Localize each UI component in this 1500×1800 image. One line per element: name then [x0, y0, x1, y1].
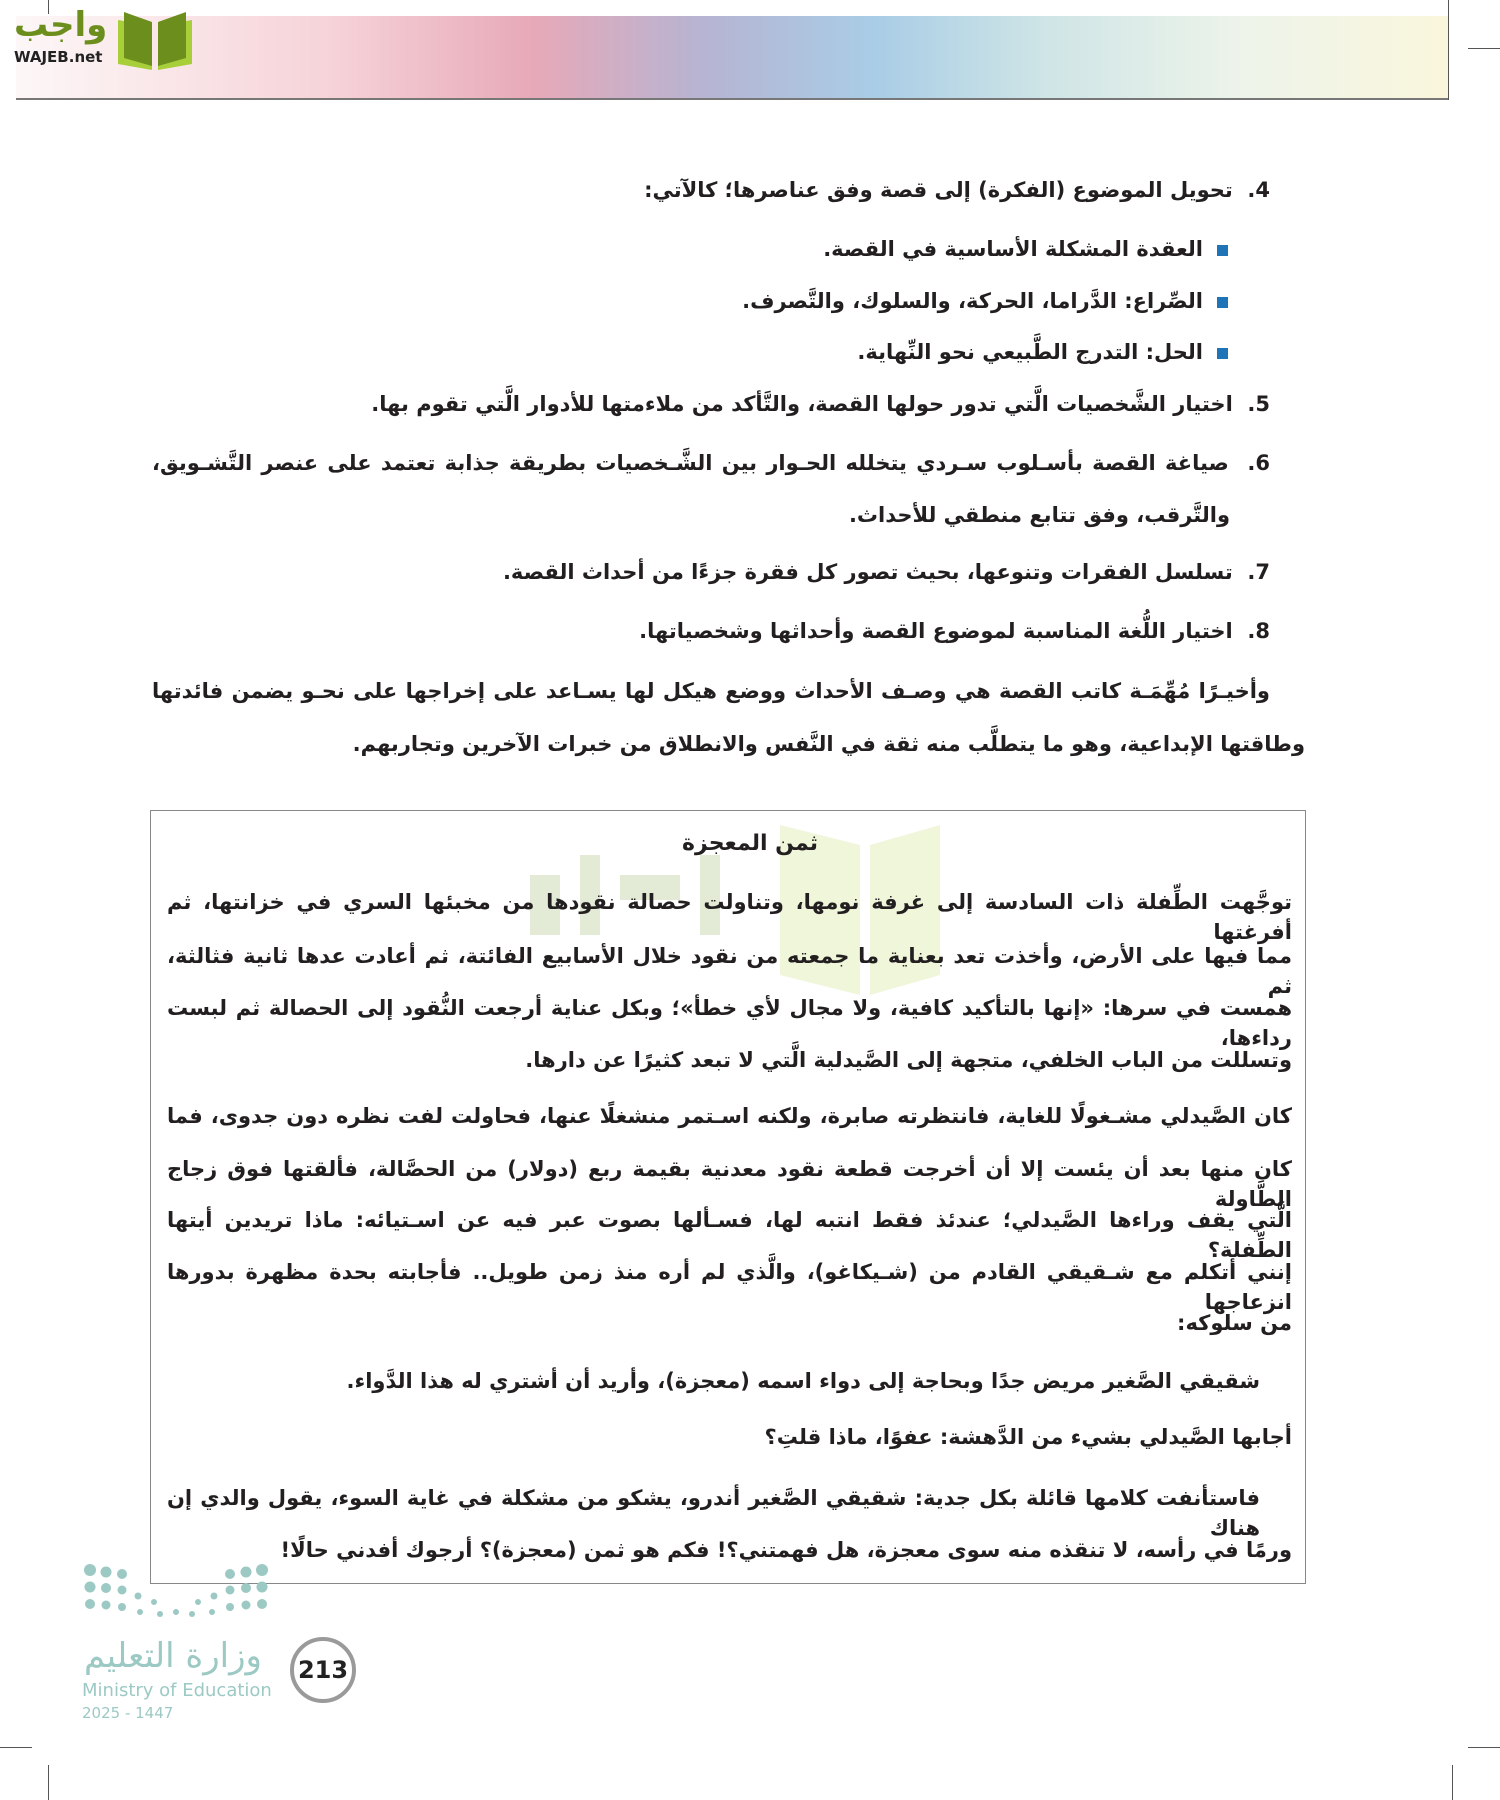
ministry-english: Ministry of Education: [82, 1680, 272, 1701]
closing-line: وأخيـرًا مُهِّمَـة كاتب القصة هي وصـف الأحداث ووضع هيكل لها يسـاعد على إخراجها على نحـو يضمن فائدتها: [152, 679, 1270, 703]
story-line: أجابها الصَّيدلي بشيء من الدَّهشة: عفوًا، ماذا قلتِ؟: [764, 1425, 1292, 1449]
story-line: إنني أتكلم مع شـقيقي القادم من (شـيكاغو)، والَّذي لم أره منذ زمن طويل.. فأجابته بحدة مظهرة بدورها انزعاجها: [167, 1260, 1292, 1314]
story-line: كان منها بعد أن يئست إلا أن أخرجت قطعة نقود معدنية بقيمة ربع (دولار) من الحصَّالة، فألقتها فوق زجاج الطَّاولة: [167, 1157, 1292, 1211]
book-icon: [116, 10, 194, 70]
ministry-dots-logo: [80, 1560, 270, 1640]
bullet-text: العقدة المشكلة الأساسية في القصة.: [823, 237, 1203, 261]
closing-line: وطاقتها الإبداعية، وهو ما يتطلَّب منه ثقة في النَّفس والانطلاق من خبرات الآخرين وتجاربهم.: [352, 732, 1305, 756]
page-number: 213: [290, 1637, 356, 1703]
list-item-7: [503, 557, 1270, 587]
bullet-item: [742, 286, 1228, 316]
item-text: تحويل الموضوع (الفكرة) إلى قصة وفق عناصرها؛ كالآتي:: [644, 178, 1233, 202]
header-banner: [16, 16, 1448, 98]
item-number: 7.: [1247, 560, 1270, 584]
logo-arabic: واجب: [14, 5, 108, 45]
square-bullet-icon: [1217, 297, 1228, 308]
list-item-4: [644, 175, 1270, 205]
square-bullet-icon: [1217, 348, 1228, 359]
story-line: مما فيها على الأرض، وأخذت تعد بعناية ما جمعته من نقود خلال الأسابيع الفائتة، ثم أعادت عدها ثانية فثالثة، ثم: [167, 944, 1292, 998]
story-line: وتسللت من الباب الخلفي، متجهة إلى الصَّيدلية الَّتي لا تبعد كثيرًا عن دارها.: [525, 1048, 1292, 1072]
story-line: كان الصَّيدلي مشـغولًا للغاية، فانتظرته صابرة، ولكنه اسـتمر منشغلًا عنها، فحاولت لفت نظره دون جدوى، فما: [167, 1104, 1292, 1128]
header-divider: [16, 98, 1448, 100]
ministry-year: 2025 - 1447: [82, 1704, 174, 1722]
crop-mark: [1468, 48, 1500, 49]
story-line: الَّتي يقف وراءها الصَّيدلي؛ عندئذ فقط انتبه لها، فسـألها بصوت عبر فيه عن اسـتيائه: ماذا تريدين أيتها الطِّفلة؟: [167, 1208, 1292, 1262]
item-number: 8.: [1247, 619, 1270, 643]
crop-mark: [1448, 0, 1449, 100]
story-line: من سلوكه:: [1177, 1311, 1292, 1335]
story-title: ثمن المعجزة: [682, 831, 818, 856]
item-text: صياغة القصة بأسـلوب سـردي يتخلله الحـوار بين الشَّـخصيات بطريقة جذابة تعتمد على عنصر التَّشـويق،: [152, 451, 1229, 475]
crop-mark: [1452, 1765, 1453, 1800]
crop-mark: [1468, 1747, 1500, 1748]
item-text: تسلسل الفقرات وتنوعها، بحيث تصور كل فقرة جزءًا من أحداث القصة.: [502, 560, 1233, 584]
list-item-5: [371, 389, 1270, 419]
square-bullet-icon: [1217, 245, 1228, 256]
item-text: اختيار اللُّغة المناسبة لموضوع القصة وأحداثها وشخصياتها.: [639, 619, 1233, 643]
bullet-text: الحل: التدرج الطَّبيعي نحو النِّهاية.: [857, 340, 1203, 364]
list-item-6: [152, 448, 1270, 478]
item-text: اختيار الشَّخصيات الَّتي تدور حولها القصة، والتَّأكد من ملاءمتها للأدوار الَّتي تقوم بها.: [371, 392, 1233, 416]
wajeb-logo[interactable]: [8, 6, 193, 70]
story-line: فاستأنفت كلامها قائلة بكل جدية: شقيقي الصَّغير أندرو، يشكو من مشكلة في غاية السوء، يقول والدي إن هناك: [167, 1486, 1260, 1540]
bullet-item: [857, 337, 1228, 367]
bullet-item: [823, 234, 1228, 264]
story-line: توجَّهت الطِّفلة ذات السادسة إلى غرفة نومها، وتناولت حصالة نقودها من مخبئها السري في خزانتها، ثم أفرغتها: [167, 890, 1292, 944]
item-number: 4.: [1247, 178, 1270, 202]
ministry-arabic: وزارة التعليم: [84, 1636, 262, 1676]
crop-mark: [48, 1765, 49, 1800]
list-item-6-cont: والتَّرقب، وفق تتابع منطقي للأحداث.: [848, 503, 1230, 527]
story-line: ورمًا في رأسه، لا تنقذه منه سوى معجزة، هل فهمتني؟! فكم هو ثمن (معجزة)؟ أرجوك أفدني حالًا!: [280, 1538, 1292, 1562]
list-item-8: [639, 616, 1270, 646]
item-number: 5.: [1247, 392, 1270, 416]
logo-english: WAJEB.net: [14, 48, 103, 66]
crop-mark: [0, 1747, 32, 1748]
bullet-text: الصِّراع: الدَّراما، الحركة، والسلوك، والتَّصرف.: [742, 289, 1203, 313]
item-number: 6.: [1247, 451, 1271, 475]
story-line: شقيقي الصَّغير مريض جدًا وبحاجة إلى دواء اسمه (معجزة)، وأريد أن أشتري له هذا الدَّواء.: [346, 1369, 1260, 1393]
story-line: همست في سرها: «إنها بالتأكيد كافية، ولا مجال لأي خطأ»؛ وبكل عناية أرجعت النُّقود إلى الحصالة ثم لبست رداءها،: [167, 996, 1292, 1050]
